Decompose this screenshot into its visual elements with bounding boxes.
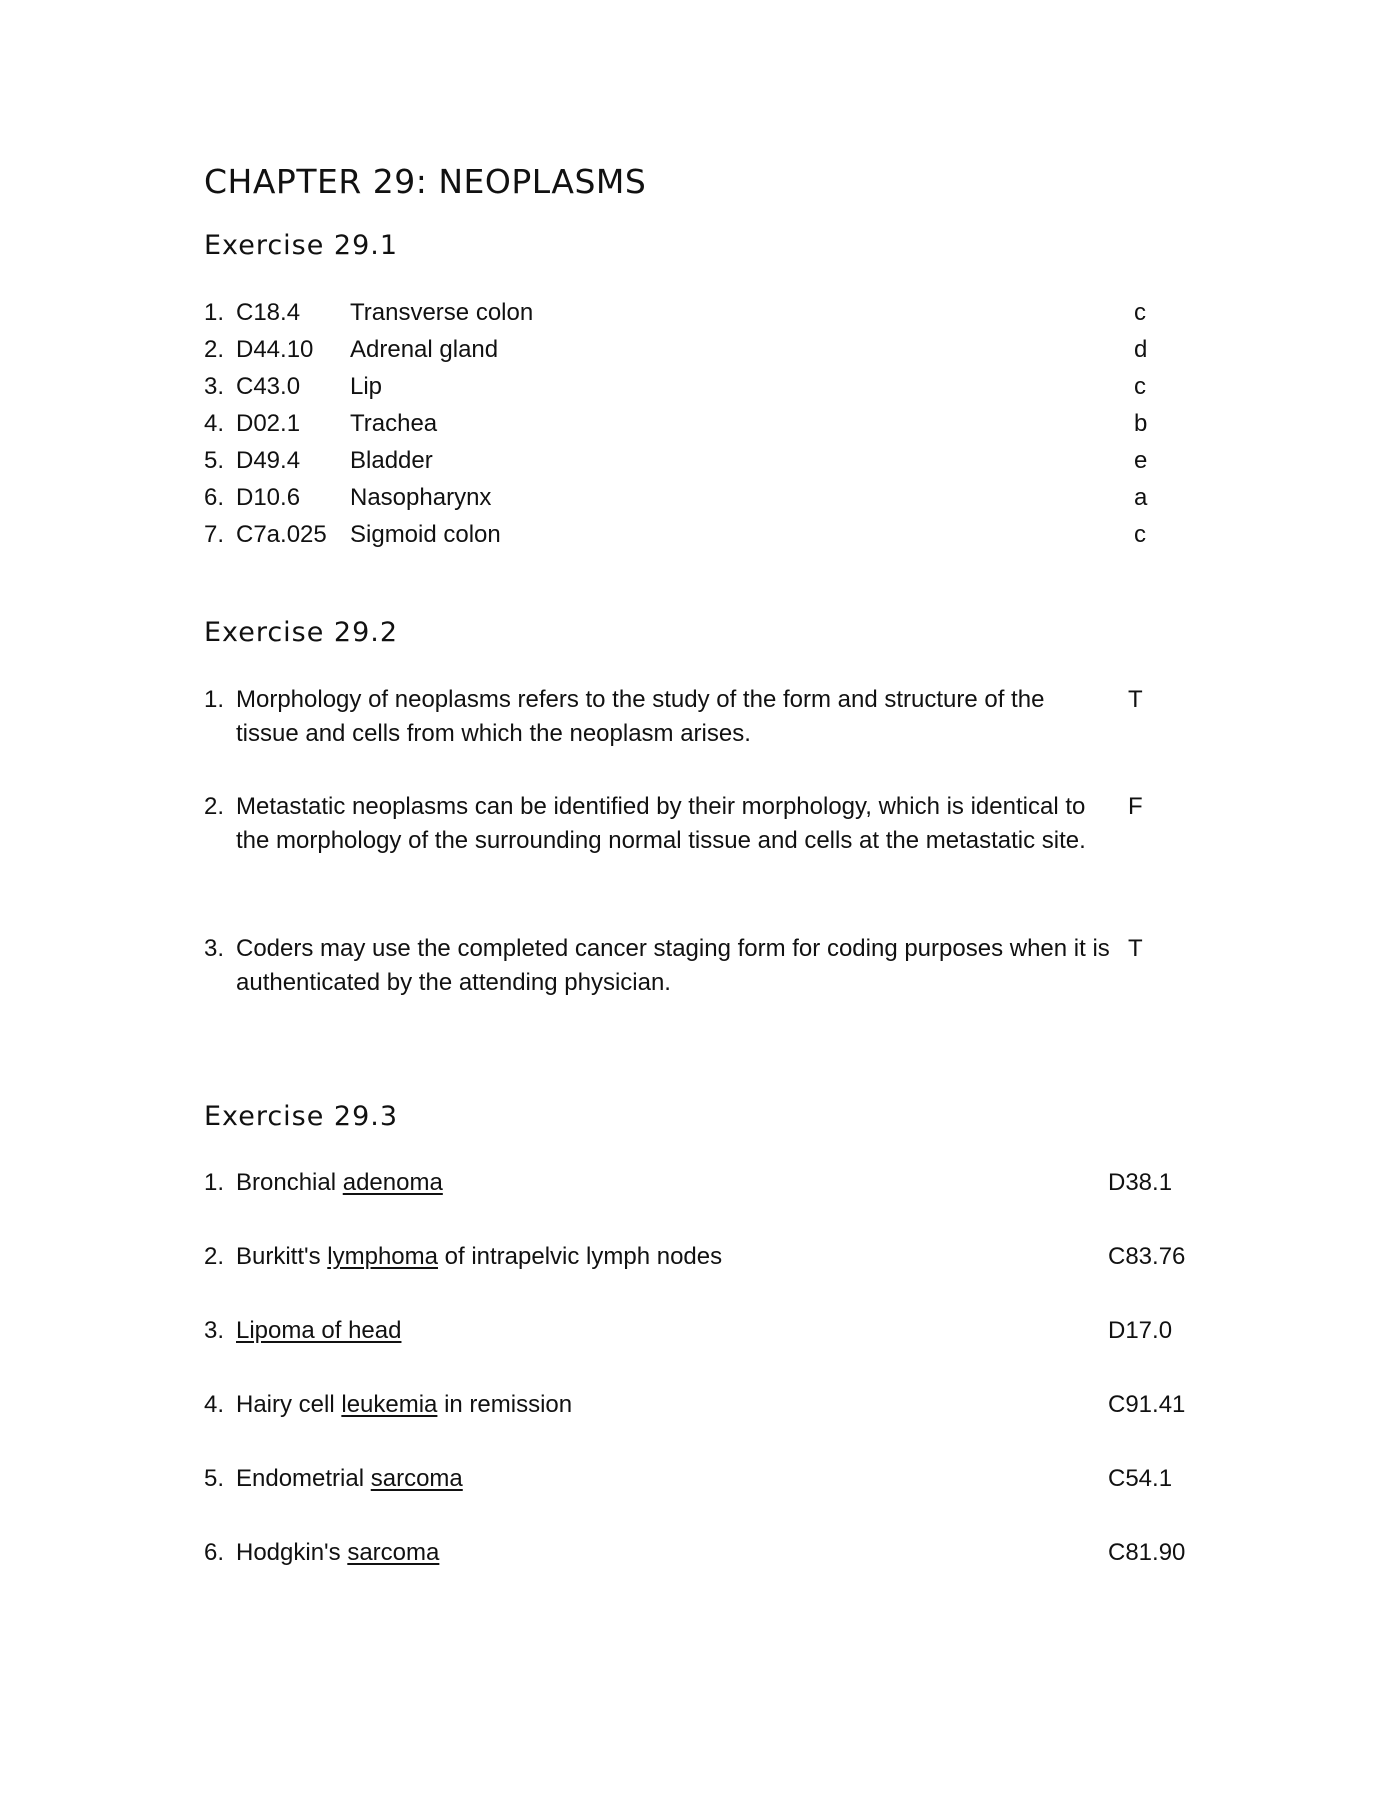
- item-number: 6.: [204, 1539, 225, 1566]
- item-code: D10.6: [236, 484, 301, 511]
- diagnosis-suffix: in remission: [437, 1391, 573, 1418]
- exercise-29-3-heading: Exercise 29.3: [204, 1101, 399, 1132]
- main-term: lymphoma: [327, 1243, 438, 1270]
- main-term: adenoma: [342, 1169, 443, 1196]
- diagnosis-prefix: Bronchial: [236, 1169, 343, 1196]
- item-number: 3.: [204, 935, 225, 962]
- item-site: Sigmoid colon: [350, 521, 501, 548]
- item-site: Trachea: [350, 410, 438, 437]
- diagnosis-text: [236, 1314, 401, 1348]
- diagnosis-code: D17.0: [1108, 1317, 1173, 1344]
- item-number: 2.: [204, 1243, 225, 1270]
- item-number: 1.: [204, 686, 225, 713]
- diagnosis-text: [236, 1388, 572, 1422]
- item-site: Nasopharynx: [350, 484, 492, 511]
- statement-text: Coders may use the completed cancer staging form for coding purposes when it is authenticated by the attending physician.: [236, 935, 1110, 996]
- diagnosis-prefix: Burkitt's: [236, 1243, 328, 1270]
- item-code: D49.4: [236, 447, 301, 474]
- main-term: sarcoma: [347, 1539, 440, 1566]
- item-code: C7a.025: [236, 521, 327, 548]
- diagnosis-prefix: Endometrial: [236, 1465, 371, 1492]
- diagnosis-code: C81.90: [1108, 1539, 1186, 1566]
- item-site: Bladder: [350, 447, 433, 474]
- item-number: 5.: [204, 1465, 225, 1492]
- item-number: 3.: [204, 373, 225, 400]
- item-number: 2.: [204, 336, 225, 363]
- main-term: leukemia: [341, 1391, 438, 1418]
- exercise-29-2-heading: Exercise 29.2: [204, 617, 399, 648]
- diagnosis-text: [236, 1462, 463, 1496]
- true-false-answer: T: [1128, 935, 1143, 962]
- item-number: 1.: [204, 299, 225, 326]
- item-number: 4.: [204, 410, 225, 437]
- item-site: Transverse colon: [350, 299, 534, 326]
- item-number: 5.: [204, 447, 225, 474]
- statement-text: Metastatic neoplasms can be identified by their morphology, which is identical to the morphology of the surrounding normal tissue and cells at the metastatic site.: [236, 793, 1086, 854]
- diagnosis-code: C54.1: [1108, 1465, 1173, 1492]
- diagnosis-suffix: of intrapelvic lymph nodes: [437, 1243, 723, 1270]
- item-answer: d: [1134, 336, 1148, 363]
- item-answer: b: [1134, 410, 1148, 437]
- item-answer: c: [1134, 373, 1146, 400]
- diagnosis-code: C83.76: [1108, 1243, 1186, 1270]
- statement-text: Morphology of neoplasms refers to the study of the form and structure of the tissue and cells from which the neoplasm arises.: [236, 686, 1045, 747]
- item-number: 4.: [204, 1391, 225, 1418]
- main-term: sarcoma: [370, 1465, 463, 1492]
- diagnosis-text: [236, 1166, 443, 1200]
- true-false-answer: T: [1128, 686, 1143, 713]
- item-answer: a: [1134, 484, 1148, 511]
- item-number: 3.: [204, 1317, 225, 1344]
- item-code: C18.4: [236, 299, 301, 326]
- item-code: D44.10: [236, 336, 314, 363]
- diagnosis-code: D38.1: [1108, 1169, 1173, 1196]
- main-term: Lipoma of head: [236, 1317, 402, 1344]
- item-answer: c: [1134, 521, 1146, 548]
- diagnosis-prefix: Hairy cell: [236, 1391, 342, 1418]
- item-answer: c: [1134, 299, 1146, 326]
- exercise-29-1-heading: Exercise 29.1: [204, 230, 399, 261]
- diagnosis-prefix: Hodgkin's: [236, 1539, 348, 1566]
- diagnosis-text: [236, 1240, 722, 1274]
- item-code: C43.0: [236, 373, 301, 400]
- item-site: Lip: [350, 373, 383, 400]
- diagnosis-code: C91.41: [1108, 1391, 1186, 1418]
- diagnosis-text: [236, 1536, 439, 1570]
- item-number: 2.: [204, 793, 225, 820]
- item-number: 1.: [204, 1169, 225, 1196]
- item-number: 7.: [204, 521, 225, 548]
- item-site: Adrenal gland: [350, 336, 499, 363]
- chapter-title: CHAPTER 29: NEOPLASMS: [204, 162, 647, 201]
- item-number: 6.: [204, 484, 225, 511]
- item-code: D02.1: [236, 410, 301, 437]
- true-false-answer: F: [1128, 793, 1143, 820]
- item-answer: e: [1134, 447, 1148, 474]
